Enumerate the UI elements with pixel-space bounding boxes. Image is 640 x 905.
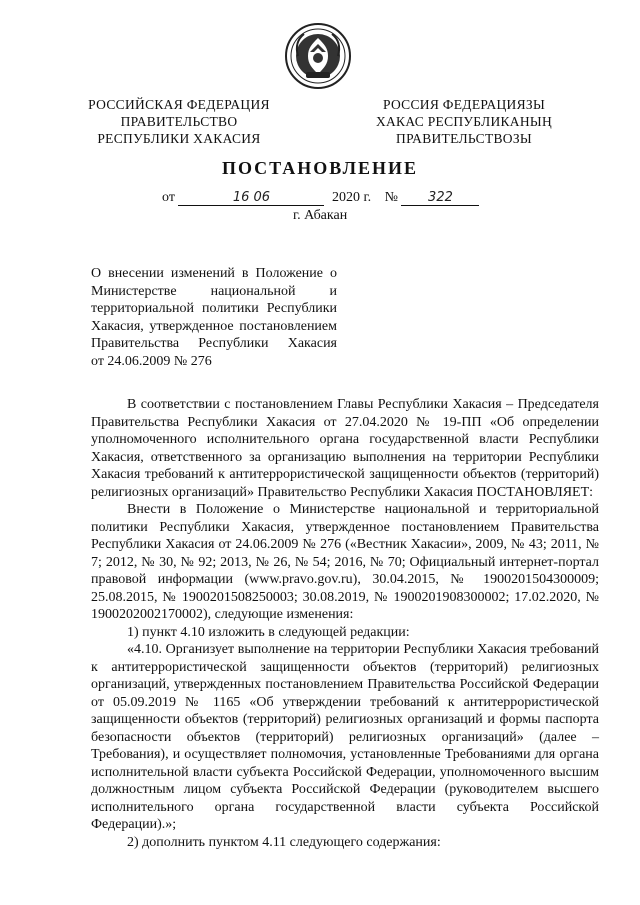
header-left-line-1: РОССИЙСКАЯ ФЕДЕРАЦИЯ bbox=[88, 97, 270, 112]
subject-line: территориальной политики Республики bbox=[91, 301, 337, 316]
coat-of-arms-emblem bbox=[284, 22, 352, 90]
body-paragraph: «4.10. Организует выполнение на территории Республики Хакасия требований к антитеррористической защищенности объектов (территорий) религиозных организаций, утвержденных постановлением Правительства Российской Федерации от 05.09.2019 № 1165 «Об утверждении требований к антитеррористической защищенности объектов (территорий) религиозных организаций и формы паспорта безопасности объектов (территорий) религиозных организаций» (далее – Требования), и осуществляет полномочия, установленные Требованиями для органа исполнительной власти субъекта Российской Федерации, уполномоченного высшим должностным лицом субъекта Российской Федерации (руководителем высшего исполнительного органа государственной власти субъекта Российской Федерации).»; bbox=[91, 642, 599, 832]
date-field: 16 06 bbox=[178, 190, 324, 206]
city-label: г. Абакан bbox=[293, 208, 348, 223]
date-prefix: от bbox=[162, 190, 175, 205]
header-left-line-3: РЕСПУБЛИКИ ХАКАСИЯ bbox=[97, 131, 261, 146]
body-paragraph: 1) пункт 4.10 изложить в следующей редакции: bbox=[127, 624, 410, 640]
subject-line: от 24.06.2009 № 276 bbox=[91, 353, 212, 369]
date-number-line bbox=[162, 190, 479, 206]
subject-block bbox=[91, 265, 337, 370]
document-body bbox=[91, 396, 599, 851]
year-label: 2020 г. bbox=[331, 190, 372, 205]
header-right-line-1: РОССИЯ ФЕДЕРАЦИЯЗЫ bbox=[382, 97, 546, 112]
subject-line: Хакасия, утвержденное постановлением bbox=[91, 318, 337, 334]
header-right-line-2: ХАКАС РЕСПУБЛИКАНЫҢ bbox=[375, 114, 553, 129]
header-russian bbox=[80, 96, 278, 147]
header-left-line-2: ПРАВИТЕЛЬСТВО bbox=[120, 114, 238, 129]
header-right-line-3: ПРАВИТЕЛЬСТВОЗЫ bbox=[396, 131, 532, 146]
body-paragraph: В соответствии с постановлением Главы Республики Хакасия – Председателя Правительства Республики Хакасия от 27.04.2020 № 19-ПП «Об определении уполномоченного исполнительного органа государственной власти Республики Хакасия, ответственного за организацию выполнения на территории Республики Хакасия требований к антитеррористической защищенности объектов (территорий) религиозных организаций» Правительство Республики Хакасия ПОСТАНОВЛЯЕТ: bbox=[91, 397, 599, 500]
body-paragraph: Внести в Положение о Министерстве национальной и территориальной политики Республики Хакасия, утвержденное постановлением Правительства Республики Хакасия от 24.06.2009 № 276 («Вестник Хакасии», 2009, № 43; 2011, № 7; 2012, № 30, № 92; 2013, № 26, № 54; 2016, № 70; Официальный интернет-портал правовой информации (www.pravo.gov.ru), 30.04.2015, № 1900201504300009; 25.08.2015, № 1900201508250003; 30.08.2019, № 1900201908300002; 17.02.2020, № 1900202002170002), следующие изменения: bbox=[91, 502, 599, 622]
body-paragraph: 2) дополнить пунктом 4.11 следующего содержания: bbox=[127, 834, 441, 850]
subject-line: Министерстве национальной и bbox=[91, 283, 337, 299]
subject-line: О внесении изменений в Положение о bbox=[91, 266, 337, 281]
number-sign: № bbox=[384, 190, 398, 205]
document-title: ПОСТАНОВЛЕНИЕ bbox=[221, 158, 419, 178]
subject-line: Правительства Республики Хакасия bbox=[91, 336, 337, 351]
header-khakas bbox=[364, 96, 564, 147]
number-field: 322 bbox=[401, 190, 479, 206]
